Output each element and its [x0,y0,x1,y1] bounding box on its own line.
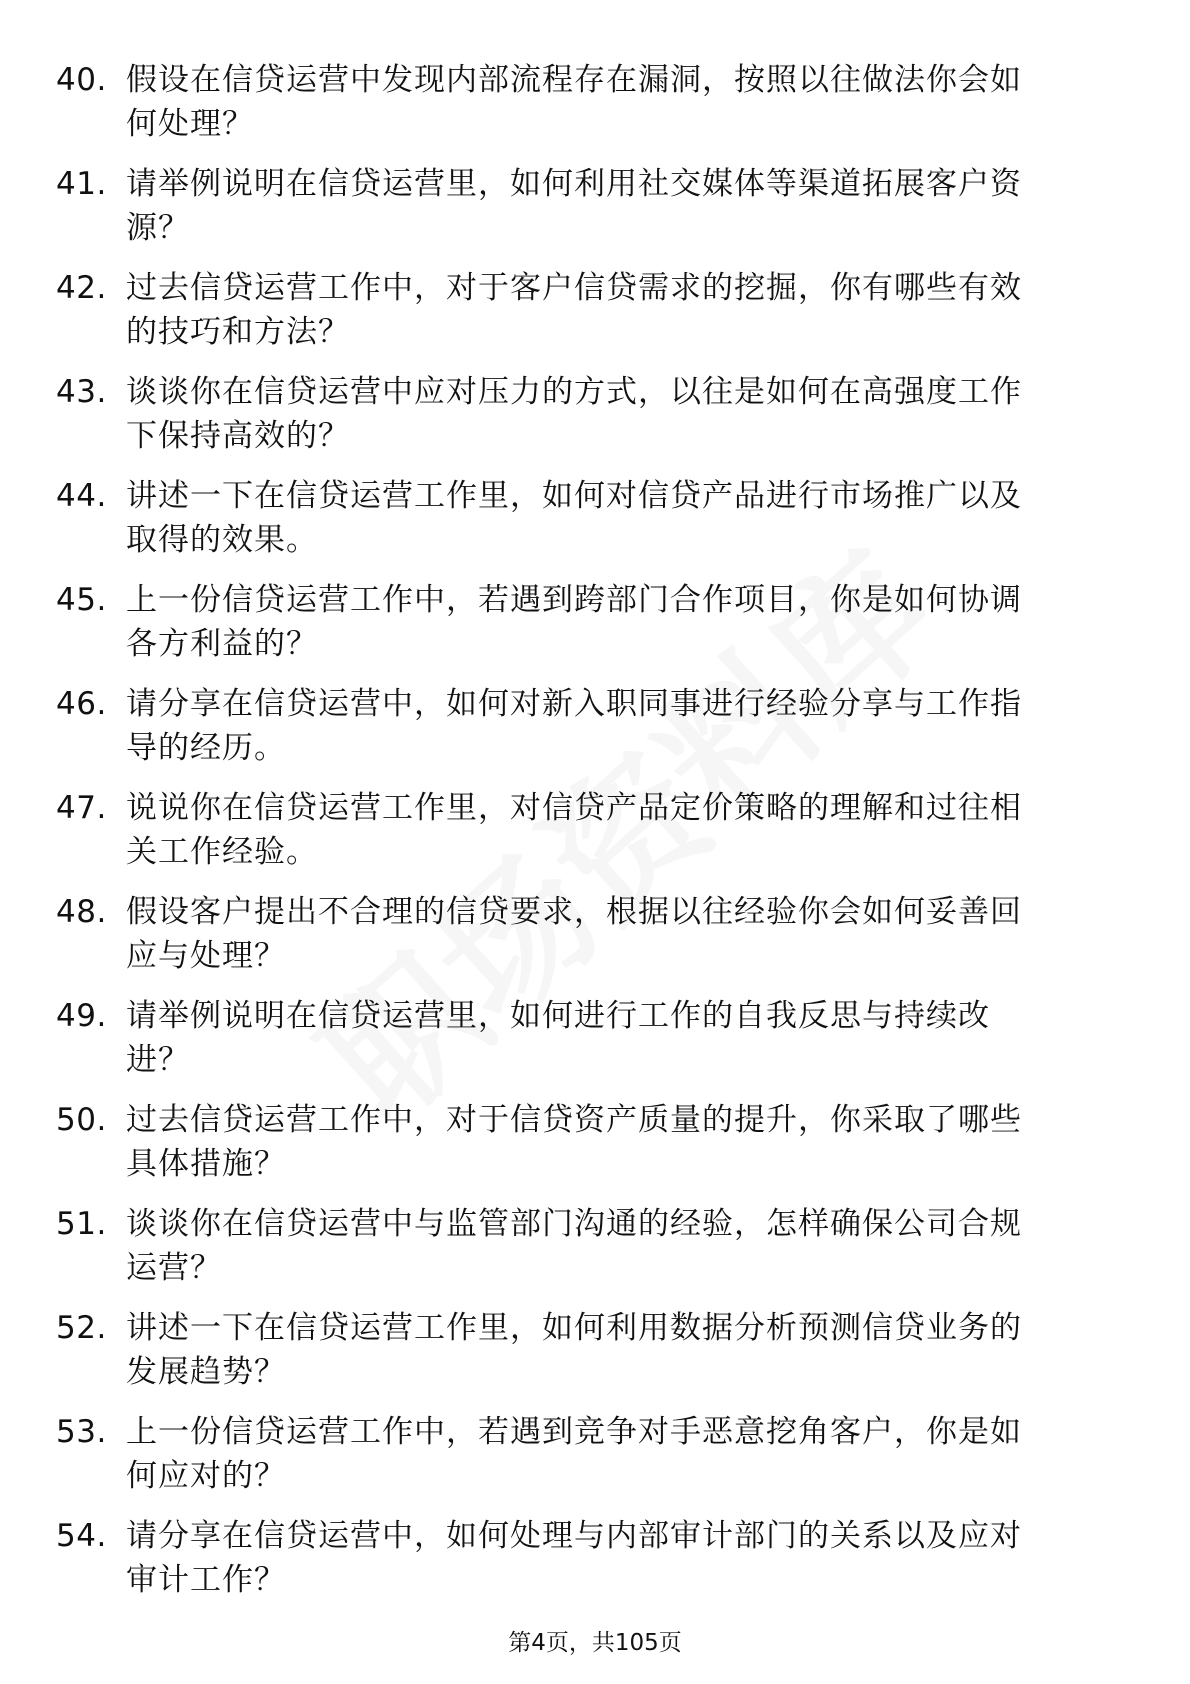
question-item [0,362,1190,466]
question-text [126,162,1126,250]
question-text [126,1202,1126,1290]
question-text [126,266,1126,354]
page-footer: 第4页，共105页 [508,1630,682,1656]
question-item [0,778,1190,882]
question-line: 假设在信贷运营中发现内部流程存在漏洞，按照以往做法你会如 [126,62,1022,98]
question-line: 过去信贷运营工作中，对于信贷资产质量的提升，你采取了哪些 [126,1102,1022,1138]
question-line: 讲述一下在信贷运营工作里，如何利用数据分析预测信贷业务的 [126,1310,1022,1346]
question-number: 47. [56,790,107,826]
question-line: 何处理？ [126,106,254,142]
question-number: 50. [56,1102,107,1138]
question-item [0,882,1190,986]
question-line: 发展趋势？ [126,1354,286,1390]
question-text [126,1410,1126,1498]
question-line: 运营？ [126,1250,222,1286]
question-text [126,682,1126,770]
question-line: 上一份信贷运营工作中，若遇到竞争对手恶意挖角客户，你是如 [126,1414,1022,1450]
question-line: 请分享在信贷运营中，如何对新入职同事进行经验分享与工作指 [126,686,1022,722]
question-item [0,258,1190,362]
question-line: 请分享在信贷运营中，如何处理与内部审计部门的关系以及应对 [126,1518,1022,1554]
question-line: 具体措施？ [126,1146,286,1182]
question-number: 53. [56,1414,107,1450]
question-line: 各方利益的？ [126,626,318,662]
question-text [126,1306,1126,1394]
question-line: 源？ [126,210,190,246]
question-item [0,674,1190,778]
question-line: 谈谈你在信贷运营中应对压力的方式，以往是如何在高强度工作 [126,374,1022,410]
question-line: 取得的效果。 [126,522,318,558]
question-line: 谈谈你在信贷运营中与监管部门沟通的经验，怎样确保公司合规 [126,1206,1022,1242]
question-item [0,1090,1190,1194]
question-number: 51. [56,1206,107,1242]
question-item [0,1194,1190,1298]
question-number: 45. [56,582,107,618]
question-text [126,370,1126,458]
question-number: 43. [56,374,107,410]
question-item [0,1506,1190,1610]
question-line: 上一份信贷运营工作中，若遇到跨部门合作项目，你是如何协调 [126,582,1022,618]
question-number: 46. [56,686,107,722]
question-line: 应与处理？ [126,938,286,974]
question-item [0,466,1190,570]
question-line: 说说你在信贷运营工作里，对信贷产品定价策略的理解和过往相 [126,790,1022,826]
question-number: 48. [56,894,107,930]
question-number: 40. [56,62,107,98]
question-list [0,50,1190,1610]
question-line: 审计工作？ [126,1562,286,1598]
question-line: 假设客户提出不合理的信贷要求，根据以往经验你会如何妥善回 [126,894,1022,930]
question-line: 过去信贷运营工作中，对于客户信贷需求的挖掘，你有哪些有效 [126,270,1022,306]
question-item [0,1402,1190,1506]
question-text [126,578,1126,666]
question-text [126,1098,1126,1186]
question-item [0,986,1190,1090]
question-text [126,474,1126,562]
question-number: 41. [56,166,107,202]
question-text [126,994,1126,1082]
question-text [126,890,1126,978]
question-item [0,50,1190,154]
question-item [0,570,1190,674]
question-number: 44. [56,478,107,514]
question-line: 关工作经验。 [126,834,318,870]
question-line: 下保持高效的？ [126,418,350,454]
question-line: 讲述一下在信贷运营工作里，如何对信贷产品进行市场推广以及 [126,478,1022,514]
question-number: 52. [56,1310,107,1346]
question-line: 请举例说明在信贷运营里，如何进行工作的自我反思与持续改 [126,998,990,1034]
question-number: 49. [56,998,107,1034]
question-line: 导的经历。 [126,730,286,766]
question-text [126,1514,1126,1602]
question-item [0,154,1190,258]
question-line: 进？ [126,1042,190,1078]
question-line: 何应对的？ [126,1458,286,1494]
question-line: 的技巧和方法？ [126,314,350,350]
question-line: 请举例说明在信贷运营里，如何利用社交媒体等渠道拓展客户资 [126,166,1022,202]
question-item [0,1298,1190,1402]
question-text [126,58,1126,146]
question-text [126,786,1126,874]
question-number: 54. [56,1518,107,1554]
question-number: 42. [56,270,107,306]
